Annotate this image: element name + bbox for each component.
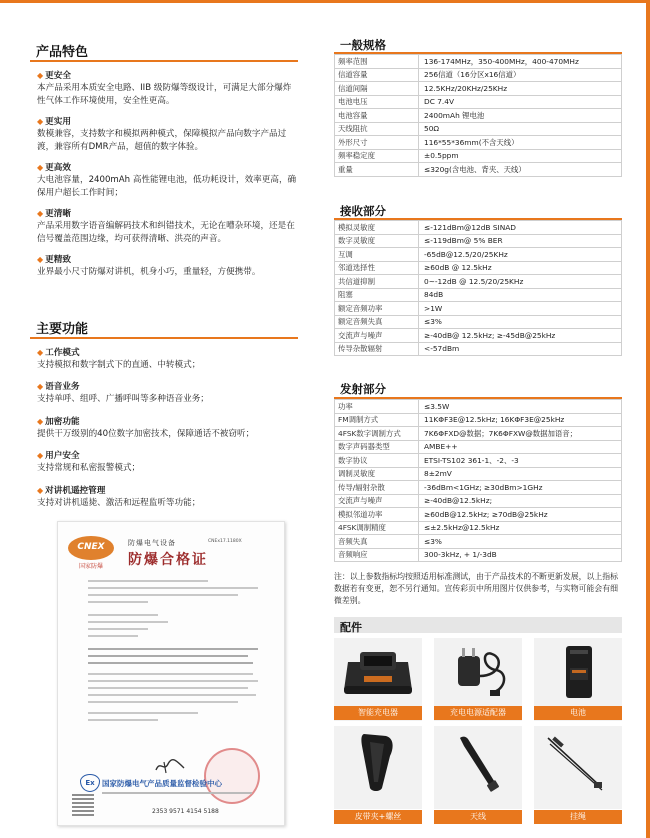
top-accent-bar <box>0 0 650 3</box>
spec-key: 传导/辐射杂散 <box>335 481 419 495</box>
function-user-safety: ◆ 用户安全 支持常规和私密报警模式； <box>37 451 141 474</box>
spec-key: 数字灵敏度 <box>335 234 419 248</box>
spec-key: 阻塞 <box>335 288 419 302</box>
spec-key: 模拟灵敏度 <box>335 221 419 235</box>
feature-practical: ◆ 更实用 数模兼容，支持数字和模拟两种模式，保障模拟产品向数字产品过渡，兼容所有DMR产品，超值的数字体验。 <box>37 117 287 152</box>
feature-safe: ◆ 更安全 本产品采用本质安全电路、IIB 级防爆等级设计，可满足大部分爆炸性气体工作环境使用，安全性更高。 <box>37 71 292 106</box>
spec-row <box>335 454 622 468</box>
spec-value: >1W <box>419 302 622 316</box>
function-encryption: ◆ 加密功能 提供干万级别的40位数字加密技术，保障通话不被窃听； <box>37 417 255 440</box>
spec-row <box>335 261 622 275</box>
spec-value: DC 7.4V <box>419 95 622 109</box>
spec-value: 50Ω <box>419 122 622 136</box>
spec-row <box>335 329 622 343</box>
spec-row <box>335 122 622 136</box>
red-seal-stamp <box>204 748 260 804</box>
spec-row <box>335 163 622 177</box>
right-accent-bar <box>646 0 650 838</box>
general-spec-table <box>334 54 622 177</box>
spec-row <box>335 548 622 562</box>
spec-value: ≤3.5W <box>419 400 622 414</box>
ex-mark-icon: Ex <box>80 774 100 792</box>
spec-value: -36dBm<1GHz; ≥30dBm>1GHz <box>419 481 622 495</box>
bullet-icon: ◆ <box>37 255 44 264</box>
spec-row <box>335 494 622 508</box>
spec-key: 功率 <box>335 400 419 414</box>
spec-key: 音频响应 <box>335 548 419 562</box>
signature <box>154 758 186 777</box>
explosion-proof-certificate <box>57 521 285 826</box>
accessories-title: 配件 <box>340 621 362 634</box>
transmitter-title: 发射部分 <box>340 382 386 396</box>
bullet-icon: ◆ <box>37 163 44 172</box>
spec-row <box>335 535 622 549</box>
spec-row <box>335 413 622 427</box>
certificate-address-line <box>102 790 252 794</box>
receiver-title: 接收部分 <box>340 204 386 218</box>
belt-clip-icon <box>334 726 422 798</box>
spec-value: 12.5KHz/20KHz/25KHz <box>419 82 622 96</box>
certificate-text-block <box>88 580 258 726</box>
qr-code-icon <box>72 794 94 816</box>
function-voice: ◆ 语音业务 支持单呼、组呼、广播呼叫等多种语音业务； <box>37 382 209 405</box>
spec-key: 额定音频功率 <box>335 302 419 316</box>
bullet-icon: ◆ <box>37 382 44 391</box>
accessory-lanyard-tile <box>534 726 622 809</box>
spec-row <box>335 68 622 82</box>
spec-value: ≤-121dBm@12dB SINAD <box>419 221 622 235</box>
spec-key: 互调 <box>335 248 419 262</box>
spec-row <box>335 136 622 150</box>
features-rule <box>30 60 298 62</box>
antenna-icon <box>434 726 522 798</box>
spec-row <box>335 288 622 302</box>
spec-row <box>335 467 622 481</box>
accessory-adapter-label: 充电电源适配器 <box>434 706 522 720</box>
spec-value: ≤-119dBm@ 5% BER <box>419 234 622 248</box>
spec-value: -65dB@12.5/20/25KHz <box>419 248 622 262</box>
certificate-serial: 2353 9571 4154 5188 <box>152 808 219 815</box>
certificate-number: CNEx17.1180X <box>208 539 242 544</box>
accessory-lanyard-label: 挂绳 <box>534 810 622 824</box>
bullet-icon: ◆ <box>37 417 44 426</box>
bullet-icon: ◆ <box>37 117 44 126</box>
spec-value: ≤3% <box>419 535 622 549</box>
spec-value: 8±2mV <box>419 467 622 481</box>
spec-key: 频率范围 <box>335 55 419 69</box>
accessory-charger-label: 智能充电器 <box>334 706 422 720</box>
adapter-icon <box>434 638 522 706</box>
spec-value: 300-3kHz, + 1/-3dB <box>419 548 622 562</box>
feature-clear: ◆ 更清晰 产品采用数字语音编解码技术和纠错技术，无论在嘈杂环境，还是在信号覆盖范围边缘，均可获得清晰、洪亮的声音。 <box>37 209 295 244</box>
bullet-icon: ◆ <box>37 348 44 357</box>
spec-row <box>335 302 622 316</box>
functions-rule <box>30 337 298 339</box>
spec-key: 重量 <box>335 163 419 177</box>
spec-value: ≤320g(含电池、背夹、天线） <box>419 163 622 177</box>
spec-value: <-57dBm <box>419 342 622 356</box>
transmitter-spec-table <box>334 399 622 562</box>
spec-row <box>335 275 622 289</box>
accessories-title-bar <box>334 617 622 633</box>
spec-row <box>335 109 622 123</box>
general-spec-title: 一般规格 <box>340 38 386 52</box>
spec-key: 交流声与噪声 <box>335 494 419 508</box>
spec-key: 电池容量 <box>335 109 419 123</box>
features-title: 产品特色 <box>36 45 89 60</box>
spec-value: ETSI-TS102 361-1、-2、-3 <box>419 454 622 468</box>
accessory-belt-clip-label: 皮带夹+螺丝 <box>334 810 422 824</box>
spec-row <box>335 508 622 522</box>
spec-value: ≥-40dB@12.5kHz; <box>419 494 622 508</box>
spec-key: 交流声与噪声 <box>335 329 419 343</box>
accessory-belt-clip-tile <box>334 726 422 809</box>
feature-compact: ◆ 更精致 业界最小尺寸防爆对讲机，机身小巧，重量轻，方便携带。 <box>37 255 261 278</box>
spec-value: 256信道（16分区x16信道） <box>419 68 622 82</box>
spec-key: 额定音频失真 <box>335 315 419 329</box>
bullet-icon: ◆ <box>37 209 44 218</box>
functions-title: 主要功能 <box>36 322 89 337</box>
spec-row <box>335 440 622 454</box>
spec-value: 0~-12dB @ 12.5/20/25KHz <box>419 275 622 289</box>
bullet-icon: ◆ <box>37 71 44 80</box>
spec-value: ≥60dB@12.5kHz; ≥70dB@25kHz <box>419 508 622 522</box>
spec-key: 共信道抑制 <box>335 275 419 289</box>
lanyard-icon <box>534 726 622 798</box>
spec-row <box>335 481 622 495</box>
spec-key: 信道容量 <box>335 68 419 82</box>
battery-icon <box>534 638 622 706</box>
spec-row <box>335 521 622 535</box>
spec-row <box>335 248 622 262</box>
bullet-icon: ◆ <box>37 451 44 460</box>
spec-key: 调制灵敏度 <box>335 467 419 481</box>
spec-key: 电池电压 <box>335 95 419 109</box>
spec-value: ≤3% <box>419 315 622 329</box>
disclaimer-note: 注：以上参数指标均按照适用标准测试，由于产品技术的不断更新发展，以上指标数据若有变更，恕不另行通知。宣传彩页中所用图片仅供参考，与实物可能会有细微差别。 <box>334 572 619 605</box>
certificate-center: 国家防爆电气产品质量监督检验中心 <box>102 779 222 788</box>
spec-value: AMBE++ <box>419 440 622 454</box>
spec-row <box>335 221 622 235</box>
spec-row <box>335 400 622 414</box>
spec-key: 音频失真 <box>335 535 419 549</box>
spec-key: 频率稳定度 <box>335 149 419 163</box>
function-work-mode: ◆ 工作模式 支持模拟和数字制式下的直通、中转模式； <box>37 348 201 371</box>
spec-value: ±0.5ppm <box>419 149 622 163</box>
spec-value: 84dB <box>419 288 622 302</box>
spec-row <box>335 95 622 109</box>
spec-key: 模拟邻道功率 <box>335 508 419 522</box>
spec-row <box>335 149 622 163</box>
bullet-icon: ◆ <box>37 486 44 495</box>
spec-key: 信道间隔 <box>335 82 419 96</box>
spec-key: 天线阻抗 <box>335 122 419 136</box>
spec-row <box>335 234 622 248</box>
spec-key: FM调制方式 <box>335 413 419 427</box>
spec-value: ≤±2.5kHz@12.5kHz <box>419 521 622 535</box>
spec-key: 4FSK数字调制方式 <box>335 427 419 441</box>
spec-key: 外形尺寸 <box>335 136 419 150</box>
spec-row <box>335 55 622 69</box>
cnex-logo: CNEX 国家防爆 <box>68 536 114 570</box>
spec-row <box>335 342 622 356</box>
feature-efficient: ◆ 更高效 大电池容量，2400mAh 高性能锂电池，低功耗设计，效率更高，确保用户超长工作时间； <box>37 163 297 198</box>
spec-key: 数字声码器类型 <box>335 440 419 454</box>
function-remote-management: ◆ 对讲机遥控管理 支持对讲机遥毙、激活和远程监听等功能； <box>37 486 201 509</box>
spec-value: 11KΦF3E@12.5kHz; 16KΦF3E@25kHz <box>419 413 622 427</box>
charger-icon <box>334 638 422 706</box>
certificate-org: 防爆电气设备 <box>128 539 176 547</box>
spec-value: ≥60dB @ 12.5kHz <box>419 261 622 275</box>
spec-key: 4FSK调制精度 <box>335 521 419 535</box>
spec-value: 136-174MHz，350-400MHz，400-470MHz <box>419 55 622 69</box>
receiver-spec-table <box>334 220 622 356</box>
spec-value: 116*55*36mm(不含天线） <box>419 136 622 150</box>
spec-key: 传导杂散辐射 <box>335 342 419 356</box>
spec-row <box>335 315 622 329</box>
spec-key: 数字协议 <box>335 454 419 468</box>
accessory-battery-label: 电池 <box>534 706 622 720</box>
spec-value: 2400mAh 锂电池 <box>419 109 622 123</box>
certificate-title: 防爆合格证 <box>128 552 208 568</box>
spec-row <box>335 427 622 441</box>
spec-row <box>335 82 622 96</box>
accessory-antenna-label: 天线 <box>434 810 522 824</box>
spec-key: 邻道选择性 <box>335 261 419 275</box>
spec-value: ≥-40dB@ 12.5kHz; ≥-45dB@25kHz <box>419 329 622 343</box>
accessory-antenna-tile <box>434 726 522 809</box>
spec-value: 7K6ΦFXD@数据；7K6ΦFXW@数据加语音； <box>419 427 622 441</box>
